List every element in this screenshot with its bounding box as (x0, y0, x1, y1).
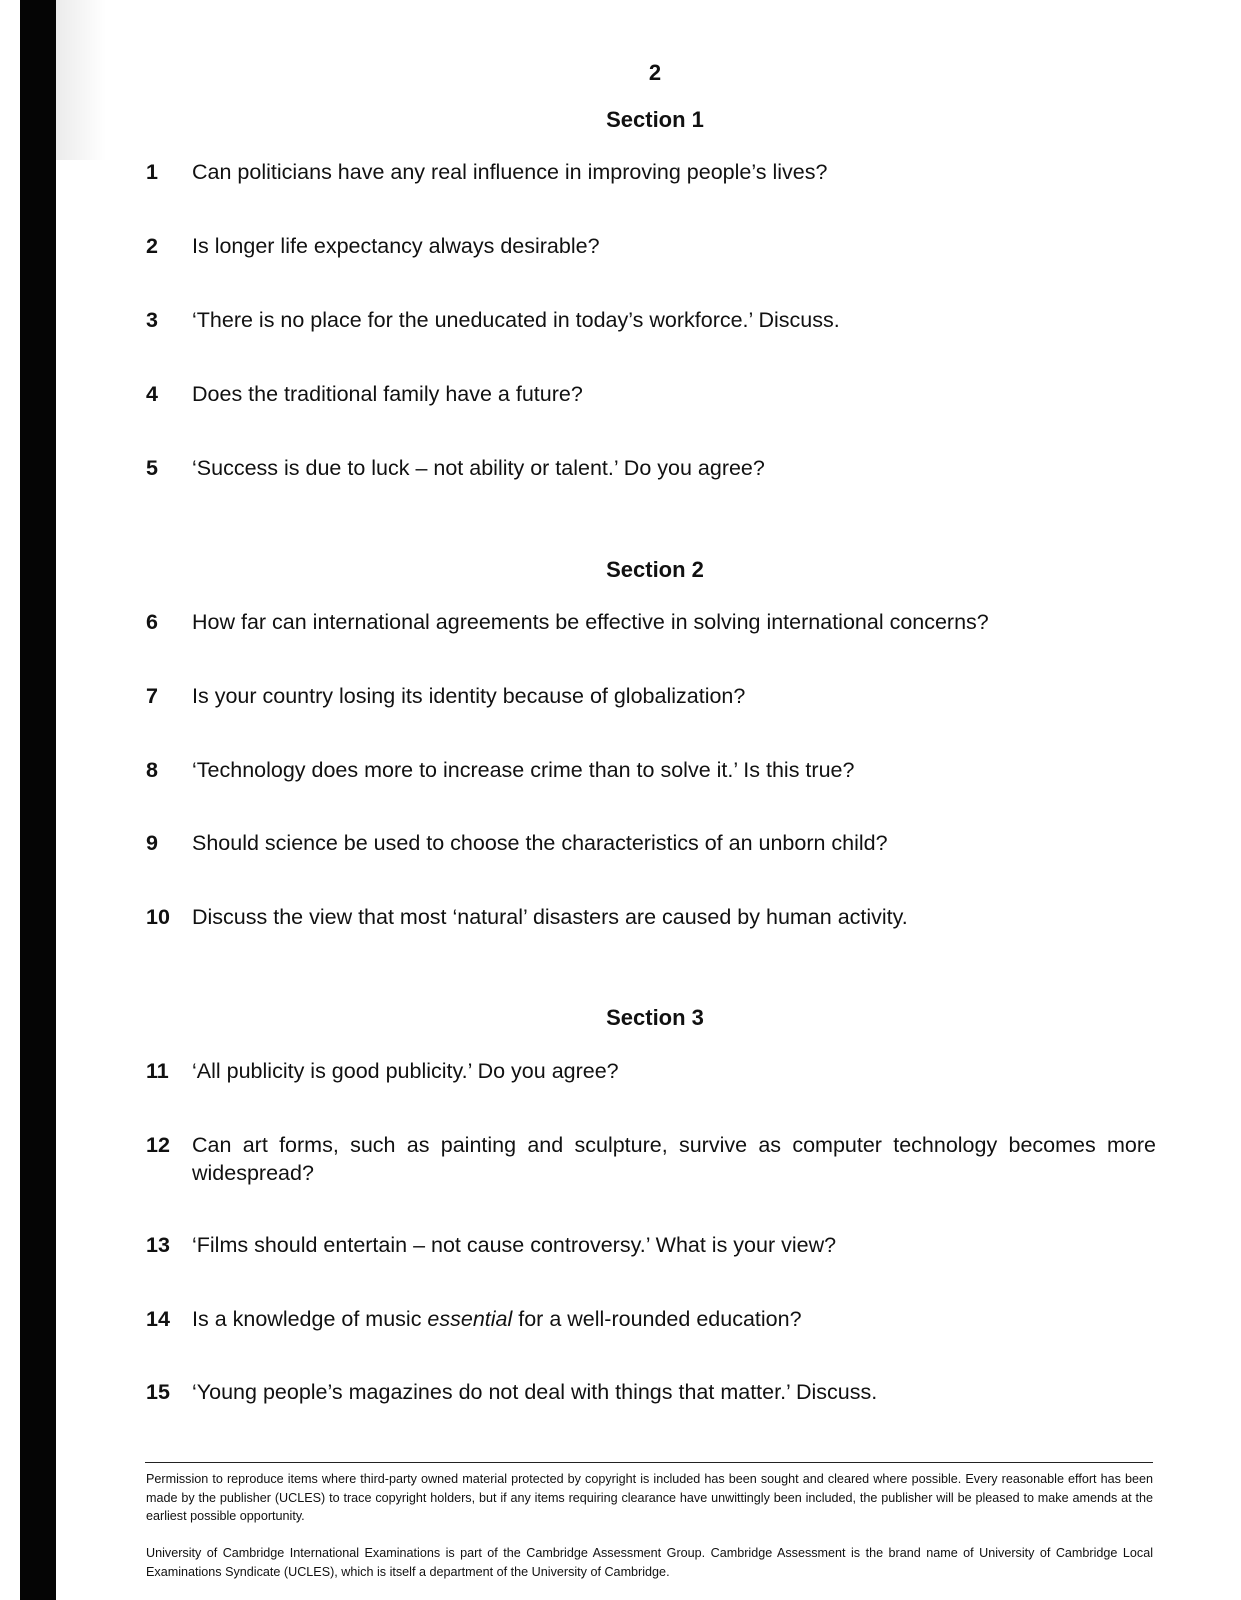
question-text: ‘Technology does more to increase crime than to solve it.’ Is this true? (192, 758, 855, 782)
question-7 (146, 682, 1156, 710)
question-4 (146, 380, 1156, 408)
question-number: 8 (146, 758, 158, 782)
question-text-before: Is a knowledge of music (192, 1307, 428, 1331)
question-text (192, 1305, 1156, 1333)
question-10 (146, 903, 1156, 931)
question-number: 4 (146, 382, 158, 406)
question-number: 7 (146, 684, 158, 708)
question-11 (146, 1057, 1156, 1085)
page-number: 2 (648, 60, 662, 85)
question-number: 15 (146, 1380, 170, 1404)
question-text: Is longer life expectancy always desirable? (192, 234, 600, 258)
question-6 (146, 608, 1156, 636)
question-number: 11 (146, 1059, 169, 1083)
question-number: 14 (146, 1307, 170, 1331)
question-text-after: for a well-rounded education? (512, 1307, 802, 1331)
footer-permission-notice: Permission to reproduce items where third-party owned material protected by copyright is included has been sought and cleared where possible. Every reasonable effort has been made by the publisher (UCLES) to trace copyright holders, but if any items requiring clearance have unwittingly been included, the publisher will be pleased to make amends at the earliest possible opportunity. (146, 1472, 1153, 1523)
question-2 (146, 232, 1156, 260)
question-1 (146, 158, 1156, 186)
question-text: Is your country losing its identity because of globalization? (192, 684, 746, 708)
question-text: Can politicians have any real influence in improving people’s lives? (192, 160, 828, 184)
question-number: 9 (146, 831, 158, 855)
question-text: ‘All publicity is good publicity.’ Do you agree? (192, 1059, 619, 1083)
question-text: Should science be used to choose the characteristics of an unborn child? (192, 831, 888, 855)
question-text: ‘Success is due to luck – not ability or talent.’ Do you agree? (192, 456, 765, 480)
question-number: 12 (146, 1133, 170, 1157)
question-14 (146, 1305, 1156, 1333)
question-13 (146, 1231, 1156, 1259)
question-3 (146, 306, 1156, 334)
question-text: Can art forms, such as painting and sculpture, survive as computer technology becomes more widespread? (192, 1133, 1156, 1185)
question-number: 6 (146, 610, 158, 634)
question-text: Does the traditional family have a future? (192, 382, 583, 406)
question-5 (146, 454, 1156, 482)
scan-black-edge (20, 0, 56, 1600)
question-number: 13 (146, 1233, 170, 1257)
question-number: 10 (146, 905, 170, 929)
question-text: ‘There is no place for the uneducated in today’s workforce.’ Discuss. (192, 308, 840, 332)
question-8 (146, 756, 1156, 784)
question-9 (146, 829, 1156, 857)
question-number: 5 (146, 456, 158, 480)
section-3-heading: Section 3 (606, 1005, 704, 1030)
question-number: 1 (146, 160, 158, 184)
question-text: Discuss the view that most ‘natural’ disasters are caused by human activity. (192, 905, 908, 929)
question-text-emphasis: essential (427, 1307, 513, 1331)
question-15 (146, 1378, 1156, 1406)
question-number: 3 (146, 308, 158, 332)
question-text: How far can international agreements be effective in solving international concerns? (192, 610, 989, 634)
footer-divider (145, 1462, 1153, 1463)
footer-university-notice: University of Cambridge International Examinations is part of the Cambridge Assessment Group. Cambridge Assessment is the brand name of University of Cambridge Local Examinations Syndicate (UCLES), which is itself a department of the University of Cambridge. (146, 1546, 1153, 1579)
question-text: ‘Young people’s magazines do not deal with things that matter.’ Discuss. (192, 1380, 878, 1404)
question-12 (146, 1131, 1156, 1187)
question-text: ‘Films should entertain – not cause controversy.’ What is your view? (192, 1233, 837, 1257)
section-2-heading: Section 2 (606, 557, 704, 582)
question-number: 2 (146, 234, 158, 258)
section-1-heading: Section 1 (606, 107, 704, 132)
